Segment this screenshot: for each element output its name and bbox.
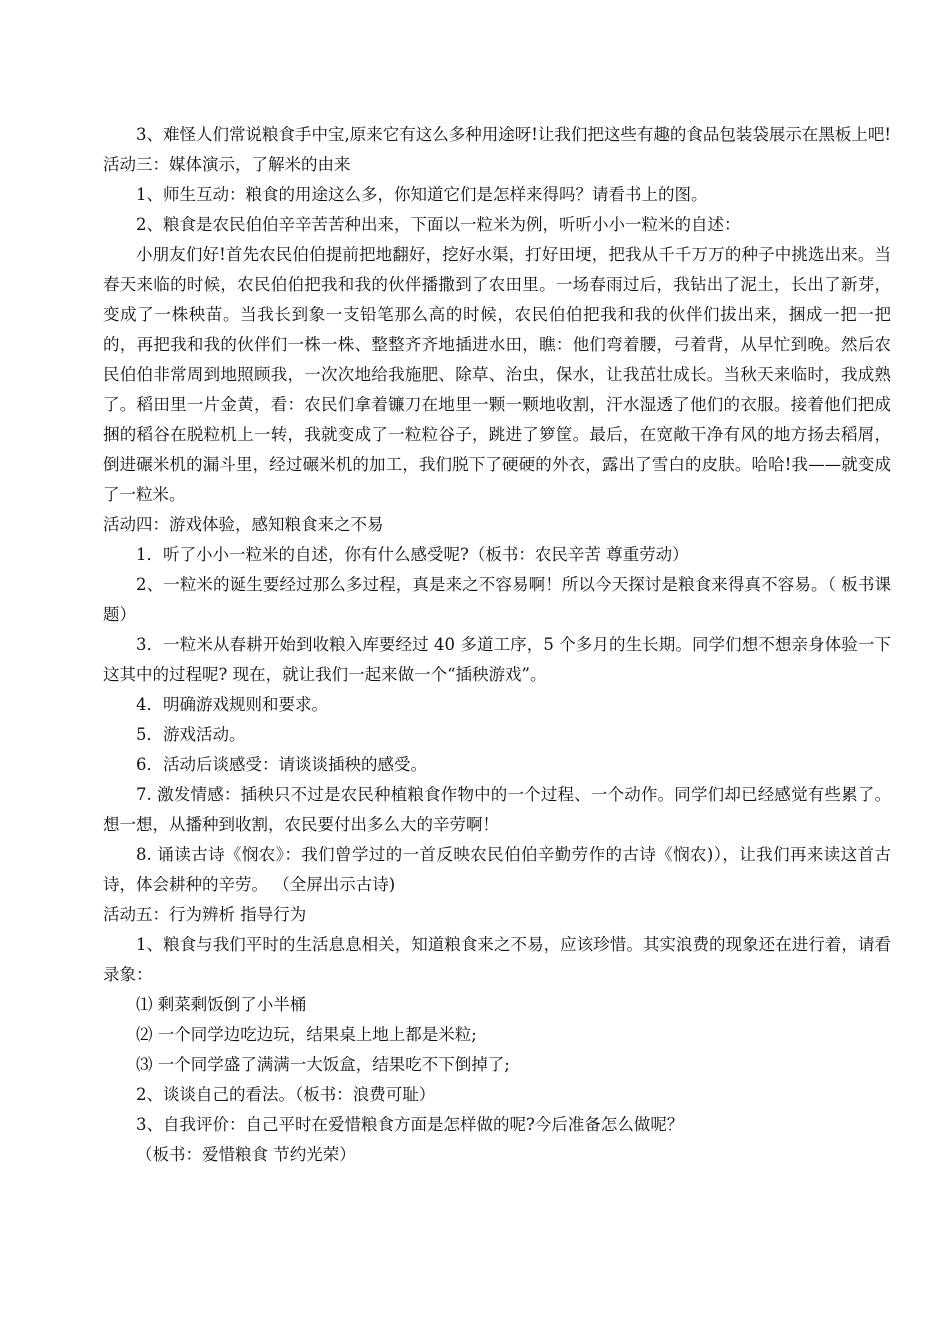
- para-emotion: 7. 激发情感：插秧只不过是农民种植粮食作物中的一个过程、一个动作。同学们却已经感觉有些累了。想一想，从播种到收割，农民要付出多么大的辛劳啊！: [103, 785, 891, 834]
- para-teacher-student-interaction: 1、师生互动：粮食的用途这么多，你知道它们是怎样来得吗？请看书上的图。: [136, 185, 708, 204]
- para-game-rules: 4．明确游戏规则和要求。: [136, 695, 328, 714]
- para-lesson-topic: 2、一粒米的诞生要经过那么多过程，真是来之不容易啊！所以今天探讨是粮食来得真不容易。（ 板书课题）: [103, 575, 891, 624]
- document-page: [103, 120, 891, 1170]
- para-board-note: （板书：爱惜粮食 节约光荣）: [136, 1145, 356, 1164]
- list-item-rice-grains: ⑵ 一个同学边吃边玩，结果桌上地上都是米粒;: [136, 1025, 477, 1044]
- para-waste-video: 1、粮食与我们平时的生活息息相关，知道粮食来之不易，应该珍惜。其实浪费的现象还在进行着，请看录象：: [103, 935, 891, 984]
- list-item-leftovers: ⑴ 剩菜剩饭倒了小半桶: [136, 995, 307, 1014]
- activity-4-heading: 活动四：游戏体验，感知粮食来之不易: [103, 515, 384, 534]
- para-grain-treasure: 3、难怪人们常说粮食手中宝,原来它有这么多种用途呀!让我们把这些有趣的食品包装袋展示在黑板上吧!: [136, 125, 892, 144]
- para-game-activity: 5．游戏活动。: [136, 725, 246, 744]
- para-feelings: 1．听了小小一粒米的自述，你有什么感受呢?（板书：农民辛苦 尊重劳动）: [136, 545, 689, 564]
- para-rice-self-intro: 2、粮食是农民伯伯辛辛苦苦种出来，下面以一粒米为例，听听小小一粒米的自述：: [136, 215, 741, 234]
- para-self-evaluation: 3、自我评价：自己平时在爱惜粮食方面是怎样做的呢?今后准备怎么做呢？: [136, 1115, 684, 1134]
- para-poem: 8. 诵读古诗《悯农》：我们曾学过的一首反映农民伯伯辛勤劳作的古诗《悯农)），让我们再来读这首古诗，体会耕种的辛劳。 （全屏出示古诗): [103, 845, 891, 894]
- para-rice-story: 小朋友们好!首先农民伯伯提前把地翻好，挖好水渠，打好田埂，把我从千千万万的种子中挑选出来。当春天来临的时候，农民伯伯把我和我的伙伴播撒到了农田里。一场春雨过后，我钻出了泥土，长出了新芽，变成了一株秧苗。当我长到象一支铅笔那么高的时候，农民伯伯把我和我的伙伴们拔出来，捆成一把一把的，再把我和我的伙伴们一株一株、整整齐齐地插进水田，瞧：他们弯着腰，弓着背，从早忙到晚。然后农民伯伯非常周到地照顾我，一次次地给我施肥、除草、治虫，保水，让我茁壮成长。当秋天来临时，我成熟了。稻田里一片金黄，看：农民们拿着镰刀在地里一颗一颗地收割，汗水湿透了他们的衣服。接着他们把成捆的稻谷在脱粒机上一转，我就变成了一粒粒谷子，跳进了箩筐。最后，在宽敞干净有风的地方扬去稻屑，倒进碾米机的漏斗里，经过碾米机的加工，我们脱下了硬硬的外衣，露出了雪白的皮肤。哈哈!我——就变成了一粒米。: [103, 245, 891, 504]
- para-transplant-game: 3．一粒米从春耕开始到收粮入库要经过 40 多道工序，5 个多月的生长期。同学们想不想亲身体验一下这其中的过程呢? 现在，就让我们一起来做一个“插秧游戏”。: [103, 635, 891, 684]
- list-item-full-box: ⑶ 一个同学盛了满满一大饭盒，结果吃不下倒掉了;: [136, 1055, 510, 1074]
- para-after-game: 6．活动后谈感受：请谈谈插秧的感受。: [136, 755, 427, 774]
- activity-3-heading: 活动三：媒体演示，了解米的由来: [103, 155, 351, 174]
- para-own-view: 2、谈谈自己的看法。（板书：浪费可耻）: [136, 1085, 436, 1104]
- activity-5-heading: 活动五：行为辨析 指导行为: [103, 905, 307, 924]
